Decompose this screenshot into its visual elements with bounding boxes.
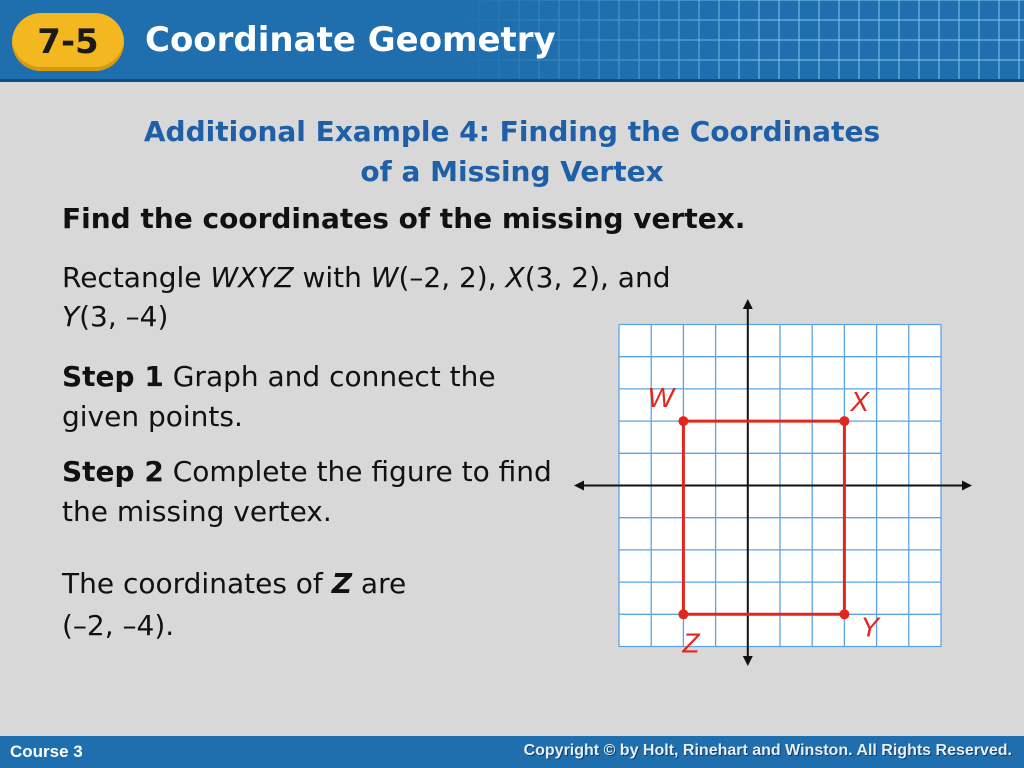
vertex-y-coords: (3, –4) [79,300,169,333]
step-1-text: Graph and connect the given points. [62,360,496,433]
x-axis-arrow-left [574,481,584,491]
vertex-label-w: W [647,382,674,414]
given-text-2: with [293,261,371,294]
step-2-label: Step 2 [62,455,164,488]
vertex-point-w [678,416,688,426]
vertex-point-x [839,416,849,426]
vertex-label-z: Z [682,627,700,659]
course-label: Course 3 [10,742,83,761]
given-text-1: Rectangle [62,261,211,294]
chapter-title: Coordinate Geometry [145,20,556,60]
shape-name: WXYZ [210,261,294,294]
vertex-point-y [839,609,849,619]
copyright-text: Copyright © by Holt, Rinehart and Winston. All Rights Reserved. [523,742,1012,759]
vertex-y-name: Y [62,300,80,333]
step-2-text: Complete the figure to find the missing vertex. [62,455,552,528]
vertex-label-x: X [850,386,870,418]
vertex-point-z [678,609,688,619]
vertex-w-coords: (–2, 2), [398,261,506,294]
vertex-x-name: X [505,261,525,294]
lesson-badge: 7-5 [12,13,124,71]
example-title-line1: Additional Example 4: Finding the Coordinates [143,115,881,148]
vertex-w-name: W [370,261,399,294]
y-axis-arrow-up [743,299,753,309]
vertex-x-coords: (3, 2), and [524,261,671,294]
example-title-line2: of a Missing Vertex [360,155,664,188]
answer-text-2: are [352,567,407,600]
y-axis-arrow-down [743,656,753,666]
x-axis-arrow-right [962,481,972,491]
vertex-label-y: Y [860,611,880,643]
answer-text-1: The coordinates of [62,567,332,600]
step-1-label: Step 1 [62,360,164,393]
problem-prompt: Find the coordinates of the missing vertex. [62,202,746,235]
answer-coords: (–2, –4). [62,609,175,642]
answer-vertex-name: Z [331,567,353,600]
slide-footer [0,736,1024,768]
